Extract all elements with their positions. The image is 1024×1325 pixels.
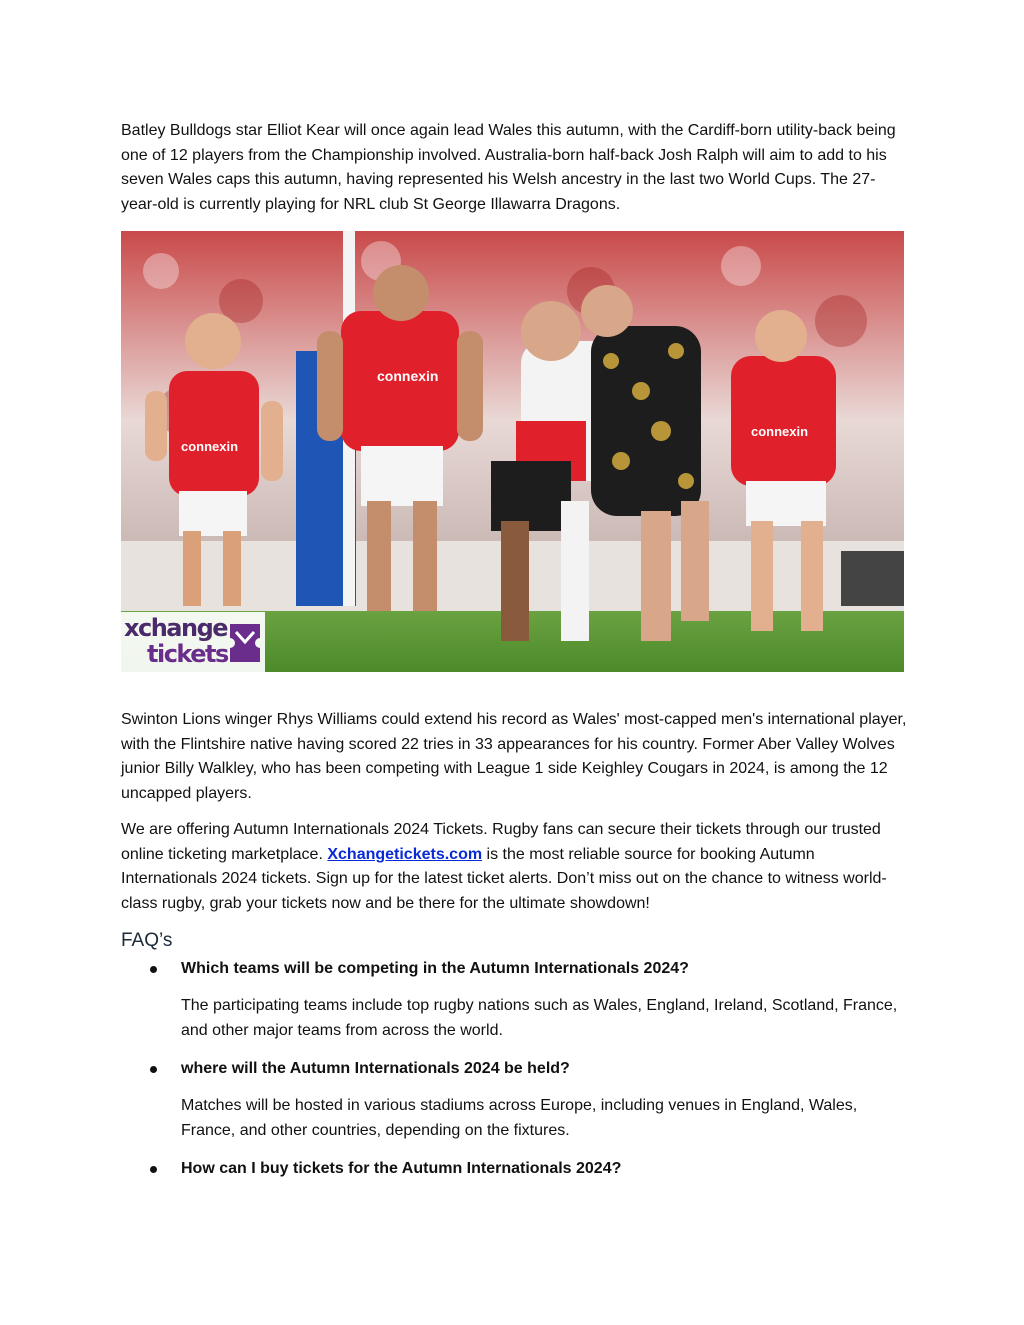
tickets-text-before-link: We are offering Autumn Internationals 2024 Tickets. Rugby fans can secure their tickets through our trusted online ticketing marketplace.	[121, 821, 881, 863]
faq-question: How can I buy tickets for the Autumn Internationals 2024?	[181, 1160, 622, 1177]
faq-question: where will the Autumn Internationals 2024 be held?	[181, 1060, 570, 1077]
faq-answer: Matches will be hosted in various stadiums across Europe, including venues in England, Wales, France, and other countries, depending on the fixtures.	[181, 1097, 858, 1139]
bullet-icon	[150, 1166, 157, 1173]
sponsor-text-left: connexin	[181, 439, 239, 454]
ticket-icon	[228, 620, 262, 666]
sponsor-text-center: connexin	[377, 368, 439, 384]
tickets-text-after-link: is the most reliable source for booking Autumn Internationals 2024 tickets. Sign up for the latest ticket alerts. Don’t miss out on the chance to witness world-class rugby, grab your tickets now and be there for the ultimate showdown!	[121, 845, 887, 912]
faq-question: Which teams will be competing in the Autumn Internationals 2024?	[181, 960, 689, 977]
logo-line-2: tickets	[147, 640, 228, 668]
bullet-icon	[150, 1066, 157, 1073]
xchange-tickets-logo	[121, 612, 265, 672]
rugby-match-photo	[121, 231, 904, 672]
body-paragraph-tickets	[121, 818, 907, 916]
body-paragraph-players: Swinton Lions winger Rhys Williams could extend his record as Wales' most-capped men's international player, with the Flintshire native having scored 22 tries in 33 appearances for his country. Former Aber Valley Wolves junior Billy Walkley, who has been competing with League 1 side Keighley Cougars in 2024, is among the 12 uncapped players.	[121, 711, 907, 802]
faq-answer: The participating teams include top rugby nations such as Wales, England, Ireland, Scotland, France, and other major teams from across the world.	[181, 997, 898, 1039]
faq-heading: FAQ’s	[121, 930, 173, 951]
logo-line-1: xchange	[124, 614, 228, 642]
sponsor-text-right: connexin	[751, 424, 809, 439]
rugby-players-illustration	[121, 231, 904, 672]
intro-paragraph: Batley Bulldogs star Elliot Kear will once again lead Wales this autumn, with the Cardiff-born utility-back being one of 12 players from the Championship involved. Australia-born half-back Josh Ralph will aim to add to his seven Wales caps this autumn, having represented his Welsh ancestry in the last two World Cups. The 27-year-old is currently playing for NRL club St George Illawarra Dragons.	[121, 122, 896, 213]
xchangetickets-link[interactable]: Xchangetickets.com	[327, 845, 483, 863]
bullet-icon	[150, 966, 157, 973]
